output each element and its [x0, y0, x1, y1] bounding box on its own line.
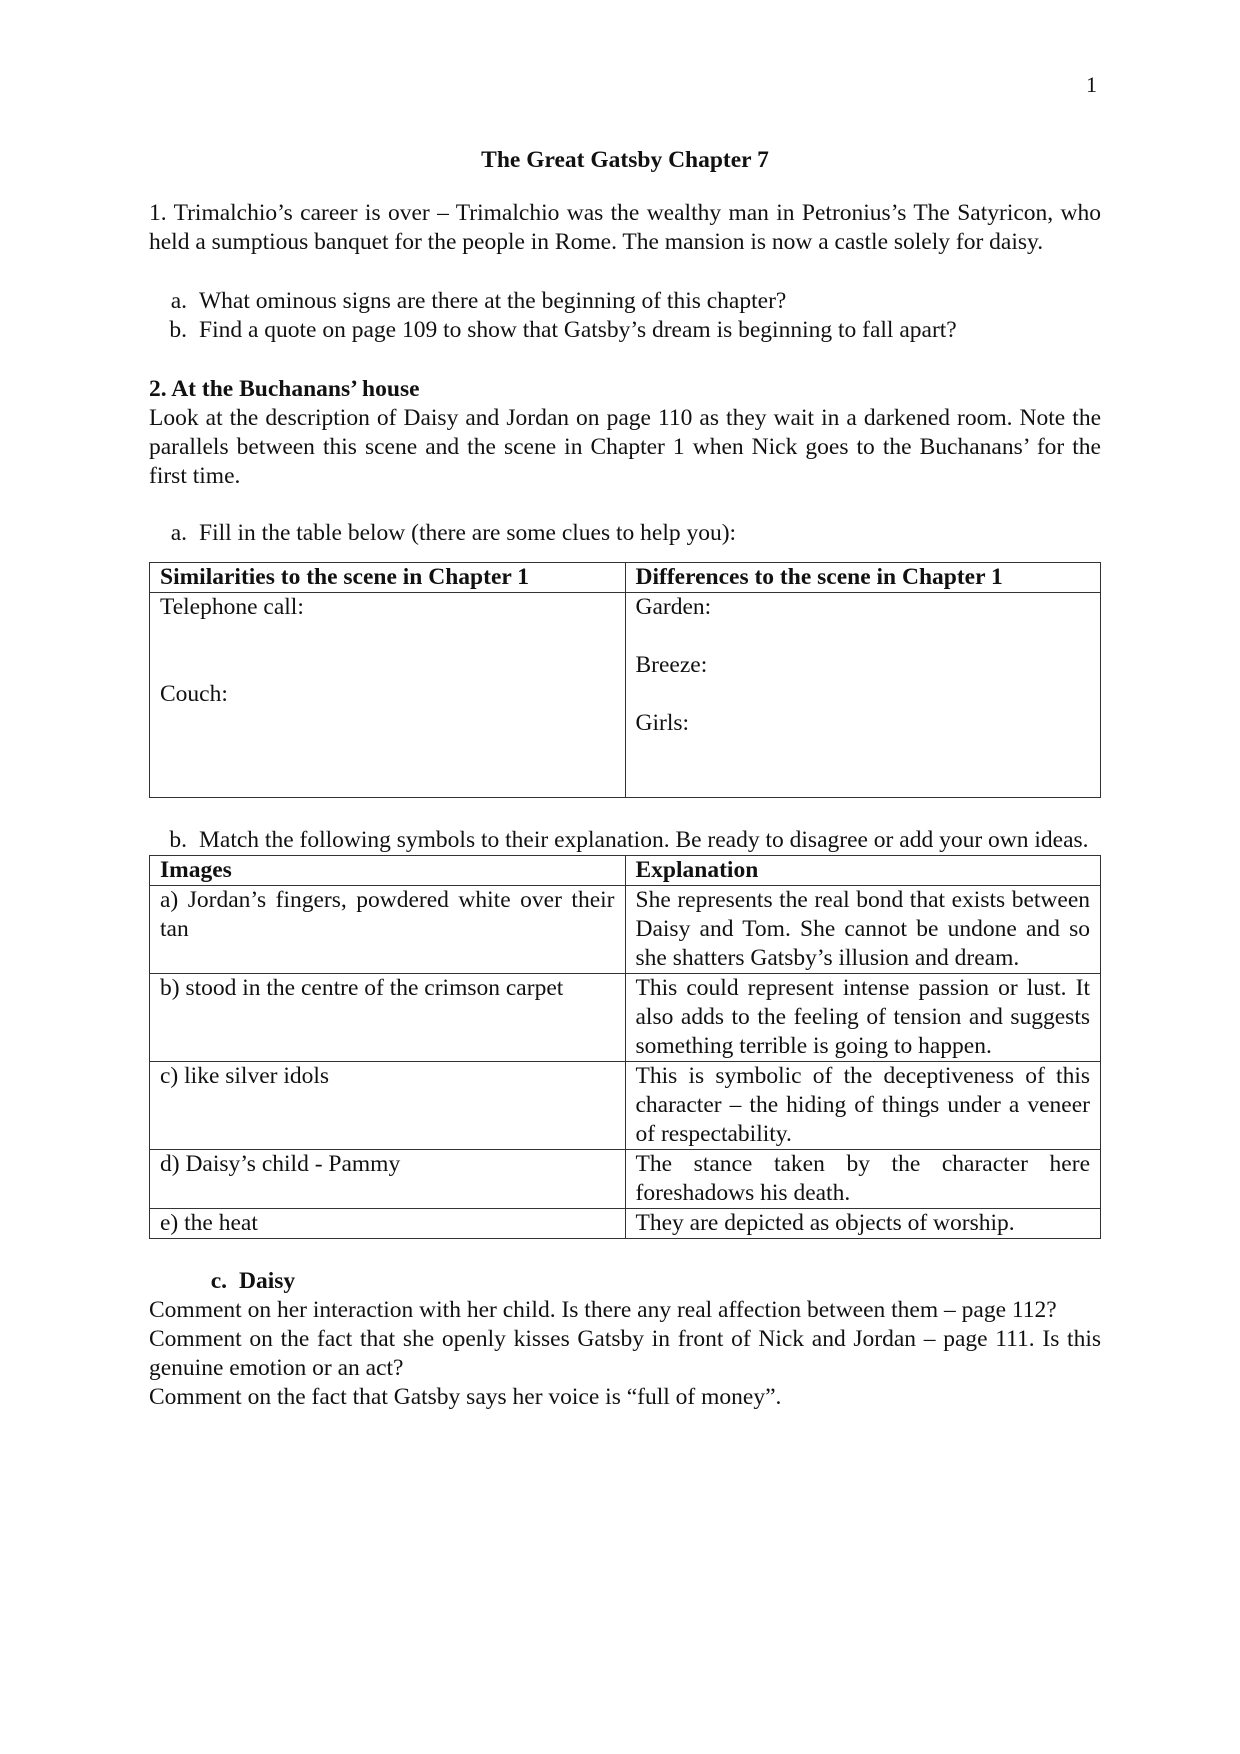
document-body [149, 146, 1101, 1412]
table-row [150, 1150, 1101, 1209]
symbols-table [149, 855, 1101, 1239]
table-row [150, 1209, 1101, 1239]
page-title: The Great Gatsby Chapter 7 [481, 147, 769, 173]
table-header-row [150, 563, 1101, 593]
list-marker: b. [169, 317, 187, 343]
table-cell: a) Jordan’s fingers, powdered white over their tan [150, 886, 626, 974]
table-cell: They are depicted as objects of worship. [625, 1209, 1101, 1239]
page-number: 1 [1086, 72, 1097, 97]
table-header-row [150, 856, 1101, 886]
cell-label: Breeze: [635, 652, 708, 678]
table-header: Explanation [625, 856, 1101, 886]
task-b-text: Match the following symbols to their explanation. Be ready to disagree or add your own ideas. [199, 827, 1089, 853]
table-row [150, 593, 1101, 798]
task-a-text: Fill in the table below (there are some clues to help you): [199, 520, 737, 546]
question-b: Find a quote on page 109 to show that Gatsby’s dream is beginning to fall apart? [199, 317, 957, 343]
list-marker: a. [170, 520, 187, 546]
table-row [150, 886, 1101, 974]
section2-text: Look at the description of Daisy and Jordan on page 110 as they wait in a darkened room. Note the parallels between this scene and the scene in Chapter 1 when Nick goes to the Buchanans’ for the first time. [149, 405, 1101, 489]
list-item [149, 316, 1101, 345]
table-cell [625, 593, 1101, 798]
table-cell: She represents the real bond that exists between Daisy and Tom. She cannot be undone and so she shatters Gatsby’s illusion and dream. [625, 886, 1101, 974]
task-c-line: Comment on her interaction with her child. Is there any real affection between them – page 112? [149, 1297, 1057, 1323]
task-c-line: Comment on the fact that Gatsby says her voice is “full of money”. [149, 1384, 782, 1410]
cell-label: Telephone call: [160, 594, 304, 620]
task-b [149, 826, 1101, 855]
list-item [149, 287, 1101, 316]
section1-questions [149, 287, 1101, 345]
table-header: Differences to the scene in Chapter 1 [625, 563, 1101, 593]
cell-label: Girls: [635, 710, 690, 736]
table-cell: c) like silver idols [150, 1062, 626, 1150]
similarities-table [149, 562, 1101, 798]
table-row [150, 974, 1101, 1062]
task-c-heading [149, 1267, 1101, 1296]
cell-label: Garden: [635, 594, 712, 620]
table-header: Similarities to the scene in Chapter 1 [150, 563, 626, 593]
table-cell [150, 593, 626, 798]
question-a: What ominous signs are there at the beginning of this chapter? [199, 288, 787, 314]
table-cell: The stance taken by the character here foreshadows his death. [625, 1150, 1101, 1209]
task-c-line: Comment on the fact that she openly kisses Gatsby in front of Nick and Jordan – page 111. Is this genuine emotion or an act? [149, 1326, 1101, 1381]
table-cell: b) stood in the centre of the crimson carpet [150, 974, 626, 1062]
table-cell: This is symbolic of the deceptiveness of this character – the hiding of things under a veneer of respectability. [625, 1062, 1101, 1150]
table-cell: e) the heat [150, 1209, 626, 1239]
list-marker: b. [169, 827, 187, 853]
task-a [149, 519, 1101, 548]
table-header: Images [150, 856, 626, 886]
task-c-title: Daisy [239, 1268, 296, 1294]
list-marker: c. [210, 1268, 227, 1294]
table-row [150, 1062, 1101, 1150]
table-cell: This could represent intense passion or lust. It also adds to the feeling of tension and suggests something terrible is going to happen. [625, 974, 1101, 1062]
table-cell: d) Daisy’s child - Pammy [150, 1150, 626, 1209]
section2-heading: 2. At the Buchanans’ house [149, 376, 420, 402]
section1-text: 1. Trimalchio’s career is over – Trimalchio was the wealthy man in Petronius’s The Satyricon, who held a sumptious banquet for the people in Rome. The mansion is now a castle solely for daisy. [149, 200, 1101, 255]
list-marker: a. [170, 288, 187, 314]
cell-label: Couch: [160, 681, 228, 707]
